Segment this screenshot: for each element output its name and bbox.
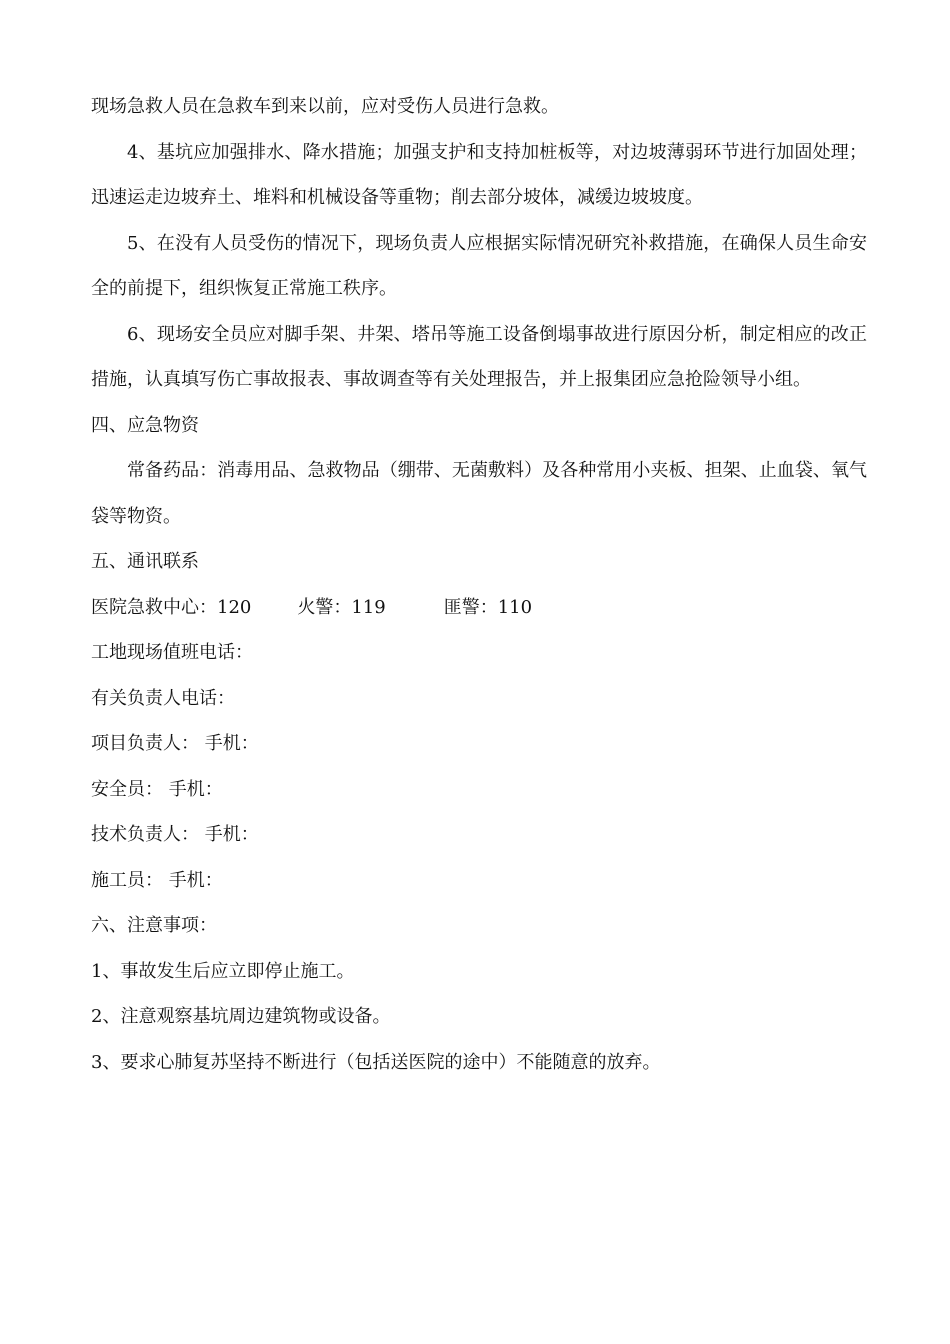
section-4-heading: 四、应急物资 bbox=[91, 414, 199, 436]
item-5-paragraph: 5、在没有人员受伤的情况下，现场负责人应根据实际情况研究补救措施，在确保人员生命安全的前提下，组织恢复正常施工秩序。 bbox=[91, 232, 867, 299]
item-6-paragraph: 6、现场安全员应对脚手架、井架、塔吊等施工设备倒塌事故进行原因分析，制定相应的改正措施，认真填写伤亡事故报表、事故调查等有关处理报告，并上报集团应急抢险领导小组。 bbox=[91, 323, 867, 390]
site-duty-phone: 工地现场值班电话： bbox=[91, 642, 253, 663]
fire-number: 火警：119 bbox=[297, 596, 386, 618]
item-4-paragraph: 4、基坑应加强排水、降水措施；加强支护和支持加桩板等，对边坡薄弱环节进行加固处理；迅速运走边坡弃土、堆料和机械设备等重物；削去部分坡体，减缓边坡坡度。 bbox=[91, 141, 867, 208]
document-page bbox=[91, 84, 867, 1085]
contact-safety-officer: 安全员： 手机： bbox=[91, 778, 223, 800]
note-item-1: 1、事故发生后应立即停止施工。 bbox=[91, 960, 355, 982]
hospital-number: 医院急救中心：120 bbox=[91, 596, 252, 618]
emergency-numbers-row bbox=[91, 585, 867, 631]
contact-technical-lead: 技术负责人： 手机： bbox=[91, 824, 259, 845]
police-number: 匪警：110 bbox=[443, 596, 533, 618]
responsible-phone: 有关负责人电话： bbox=[91, 687, 235, 709]
section-4-body: 常备药品：消毒用品、急救物品（绷带、无菌敷料）及各种常用小夹板、担架、止血袋、氧气袋等物资。 bbox=[91, 460, 867, 527]
section-6-heading: 六、注意事项： bbox=[91, 915, 217, 936]
intro-line: 现场急救人员在急救车到来以前，应对受伤人员进行急救。 bbox=[91, 96, 559, 117]
note-item-2: 2、注意观察基坑周边建筑物或设备。 bbox=[91, 1006, 391, 1027]
note-item-3: 3、要求心肺复苏坚持不断进行（包括送医院的途中）不能随意的放弃。 bbox=[91, 1051, 661, 1073]
contact-project-manager: 项目负责人： 手机： bbox=[91, 733, 259, 754]
section-5-heading: 五、通讯联系 bbox=[91, 551, 199, 572]
contact-construction-worker: 施工员： 手机： bbox=[91, 869, 223, 891]
